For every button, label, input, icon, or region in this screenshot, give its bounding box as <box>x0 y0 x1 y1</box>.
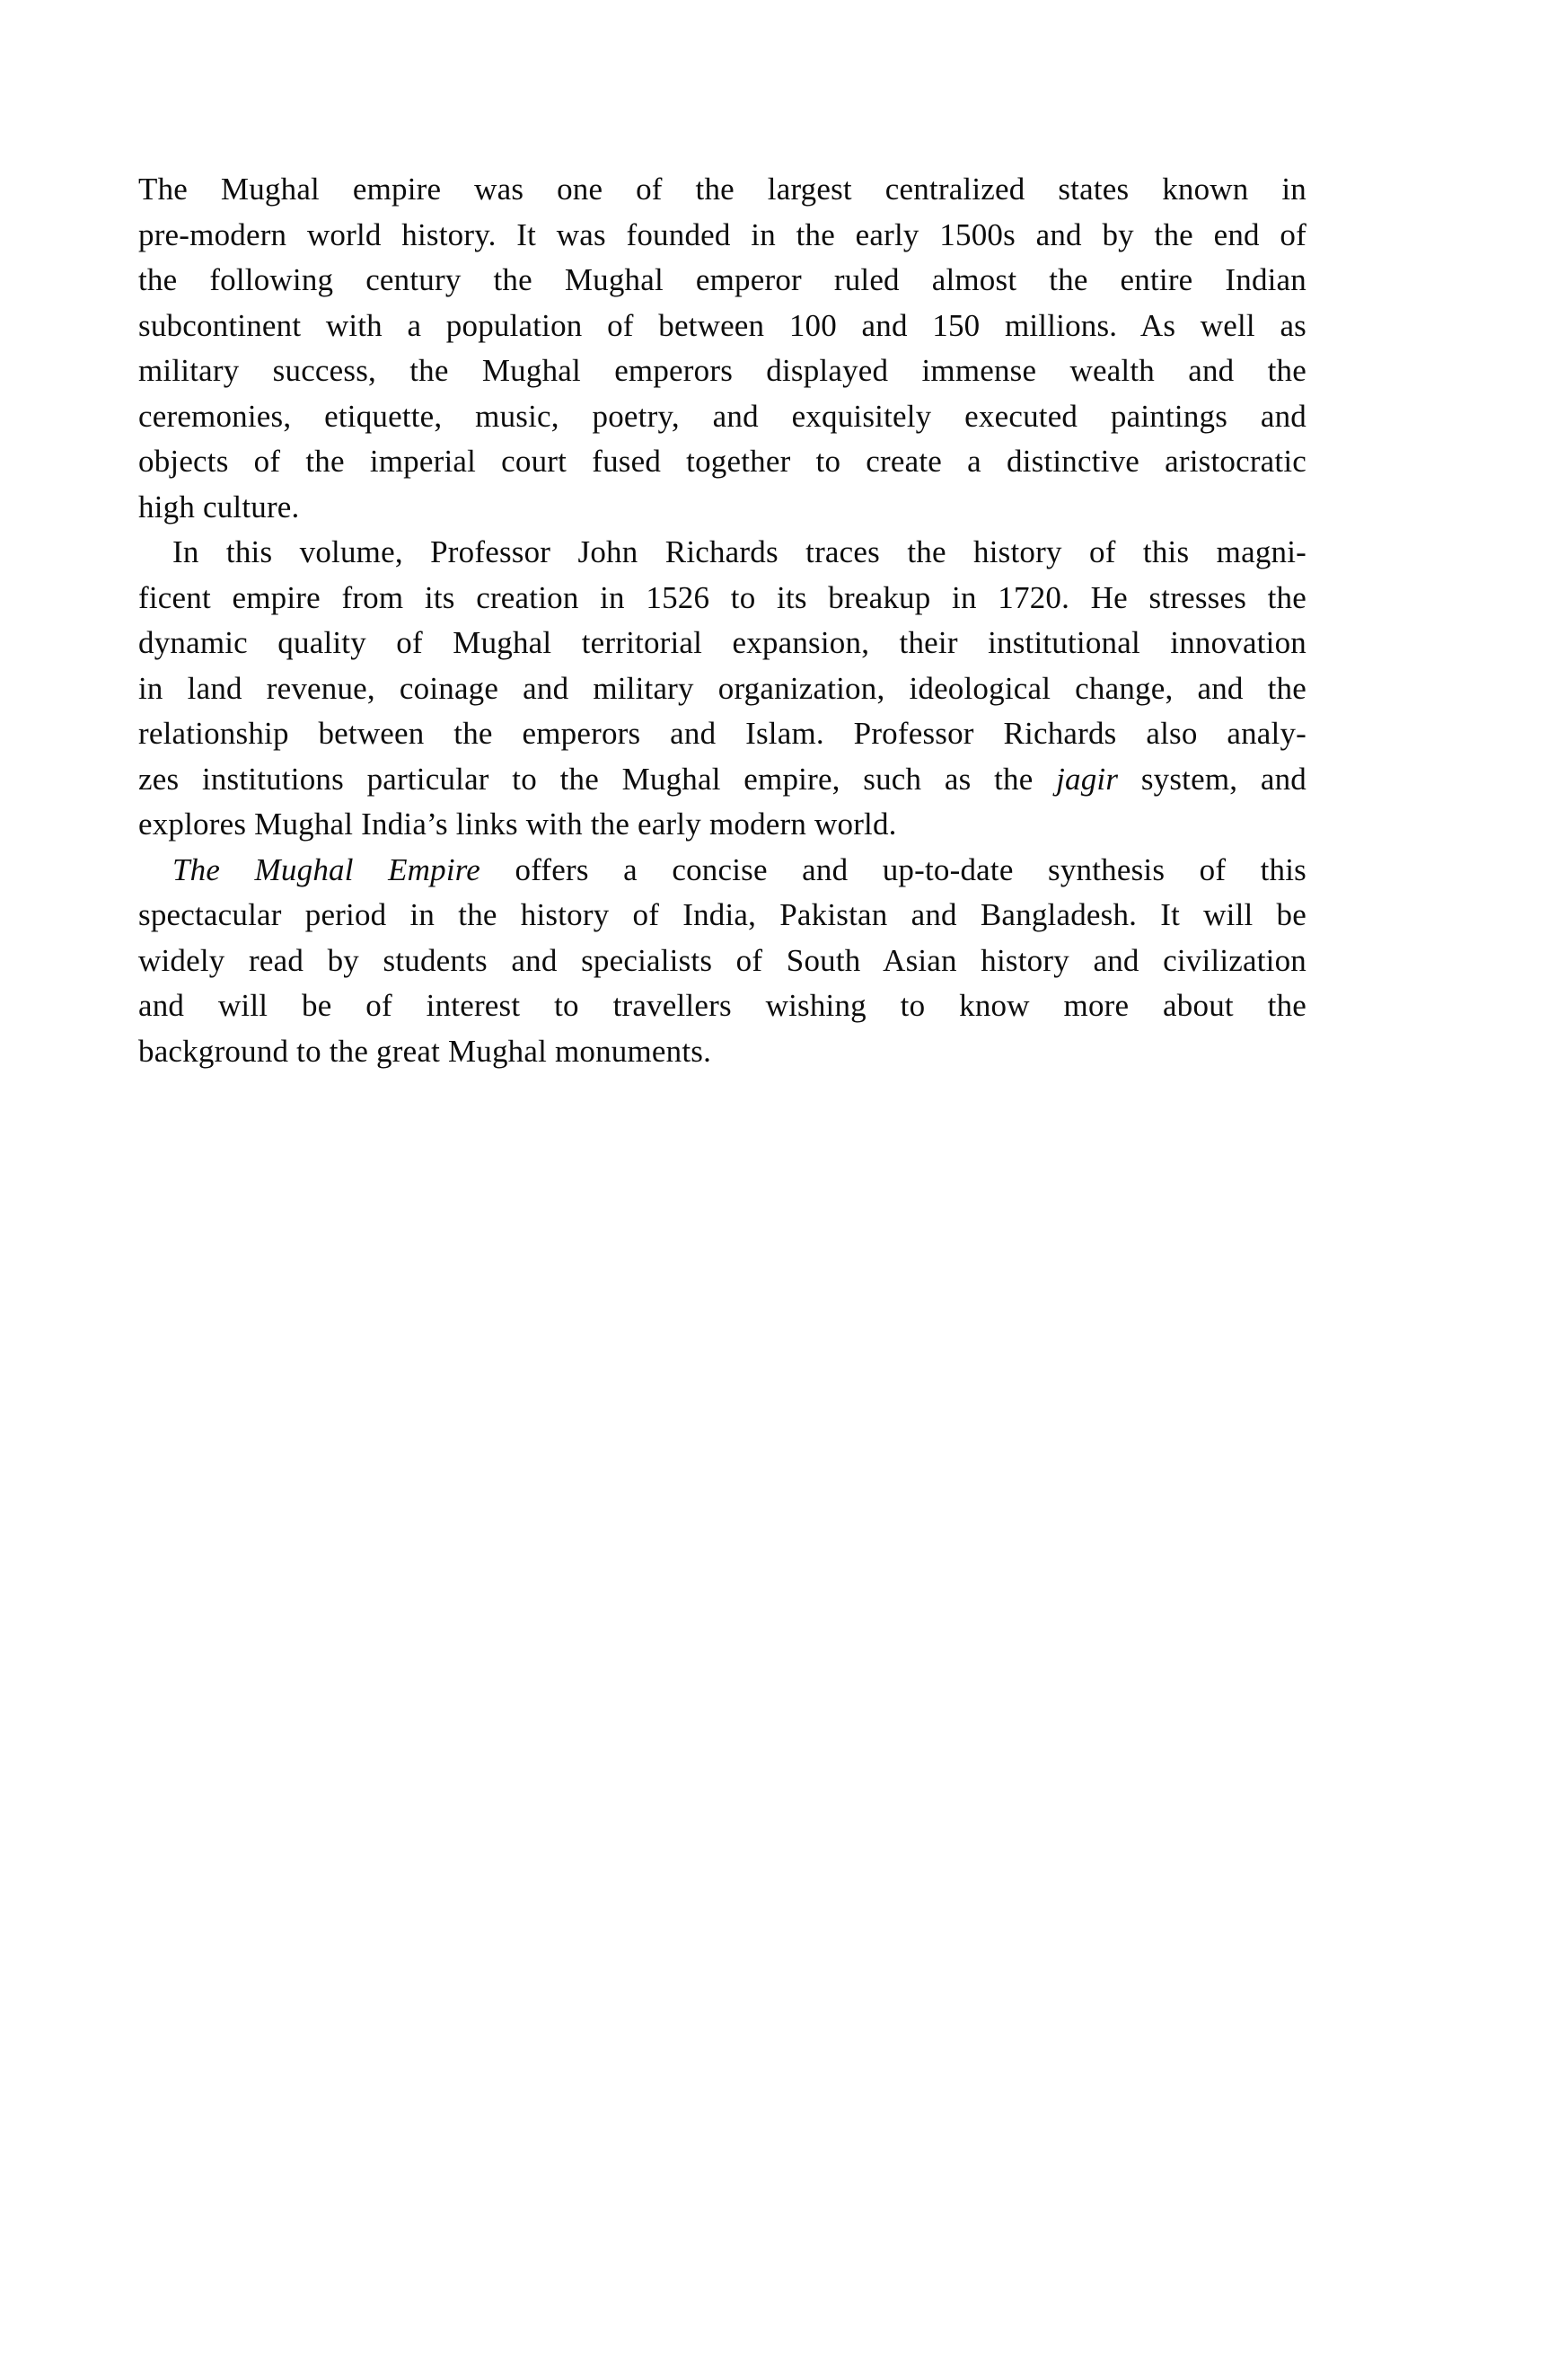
paragraph <box>138 530 1306 848</box>
text-segment: explores Mughal India’s links with the early modern world. <box>138 807 897 842</box>
text-segment: spectacular period in the history of India, Pakistan and Bangladesh. It will be <box>138 897 1306 932</box>
text-line <box>138 666 1306 712</box>
text-segment: the following century the Mughal emperor ruled almost the entire Indian <box>138 262 1306 297</box>
text-segment: in land revenue, coinage and military organization, ideological change, and the <box>138 670 1306 706</box>
italic-text: jagir <box>1056 761 1119 797</box>
text-line <box>138 757 1306 803</box>
text-segment: pre-modern world history. It was founded in the early 1500s and by the end of <box>138 216 1306 252</box>
italic-text: The Mughal Empire <box>172 851 481 887</box>
text-segment: offers a concise and up-to-date synthesis of this <box>480 851 1306 887</box>
text-line <box>138 439 1306 485</box>
text-segment: relationship between the emperors and Islam. Professor Richards also analy- <box>138 716 1306 751</box>
text-line <box>138 485 1306 531</box>
text-line <box>138 939 1306 984</box>
text-segment: and will be of interest to travellers wishing to know more about the <box>138 988 1306 1023</box>
text-line <box>138 621 1306 666</box>
text-line <box>138 394 1306 440</box>
text-line <box>138 1029 1306 1075</box>
text-segment: The Mughal empire was one of the largest centralized states known in <box>138 172 1306 207</box>
text-line <box>138 848 1306 894</box>
text-line <box>138 304 1306 349</box>
text-segment: dynamic quality of Mughal territorial expansion, their institutional innovation <box>138 625 1306 660</box>
paragraph <box>138 167 1306 530</box>
blurb-text-block <box>138 167 1306 1074</box>
text-segment: subcontinent with a population of between 100 and 150 millions. As well as <box>138 307 1306 343</box>
text-line <box>138 167 1306 213</box>
text-segment: system, and <box>1118 761 1306 797</box>
paragraph <box>138 848 1306 1075</box>
text-line <box>138 711 1306 757</box>
text-segment: military success, the Mughal emperors displayed immense wealth and the <box>138 353 1306 388</box>
text-line <box>138 576 1306 621</box>
text-segment: high culture. <box>138 489 300 524</box>
text-segment: In this volume, Professor John Richards traces the history of this magni- <box>172 534 1306 569</box>
text-line <box>138 213 1306 259</box>
text-segment: ficent empire from its creation in 1526 to its breakup in 1720. He stresses the <box>138 579 1306 615</box>
text-line <box>138 530 1306 576</box>
text-segment: widely read by students and specialists of South Asian history and civilization <box>138 942 1306 978</box>
text-segment: objects of the imperial court fused together to create a distinctive aristocratic <box>138 444 1306 479</box>
text-line <box>138 258 1306 304</box>
text-segment: ceremonies, etiquette, music, poetry, and exquisitely executed paintings and <box>138 398 1306 434</box>
text-segment: background to the great Mughal monuments. <box>138 1033 712 1069</box>
text-line <box>138 348 1306 394</box>
text-segment: zes institutions particular to the Mughal empire, such as the <box>138 761 1057 797</box>
text-line <box>138 893 1306 939</box>
text-line <box>138 983 1306 1029</box>
text-line <box>138 802 1306 848</box>
